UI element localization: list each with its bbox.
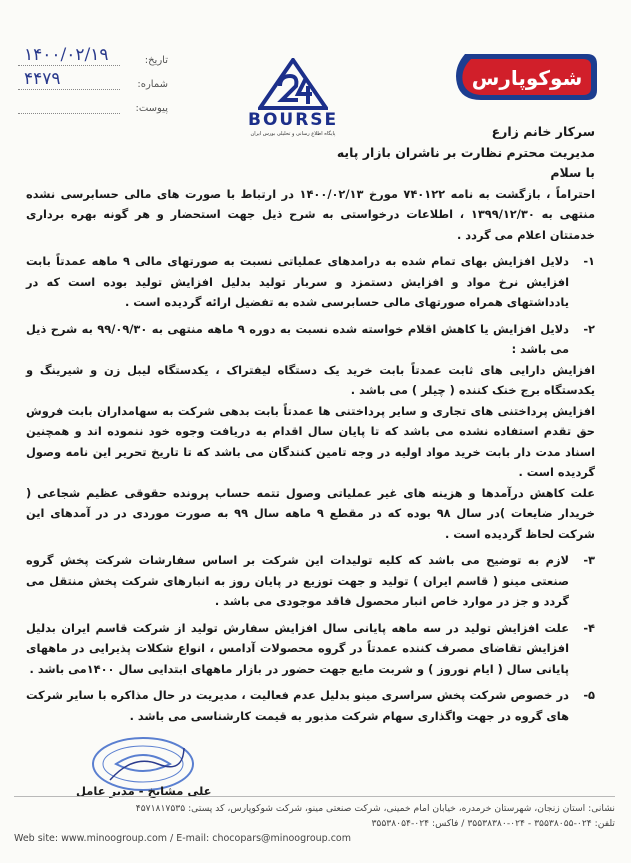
letter-footer	[14, 796, 615, 846]
list-item	[26, 618, 595, 680]
attachment-row	[18, 90, 168, 114]
footer-phones: تلفن: ۰۲۴-۳۵۵۳۸۰۵۵ - ۰۲۴-۳۵۵۳۸۳۸۰ / فاکس: ۰۲۴-۳۵۵۳۸۰۵۴	[371, 818, 615, 829]
chocopars-logo	[451, 46, 601, 106]
bourse-name: BOURSE	[248, 110, 339, 130]
item-number: ۳-	[583, 553, 595, 567]
bourse-subtitle: پایگاه اطلاع رسانی و تحلیلی بورس ایران	[250, 131, 336, 137]
item-text: دلایل افزایش بهای تمام شده به درامدهای عملیاتی نسبت به صورتهای مالی ۹ ماهه عمدتاً بابت افزایش نرخ مواد و افزایش دستمزد و سربار تولید بدلیل افزایش تولید بوده است که در یادداشتهای همراه صورتهای مالی حسابرسی شده به تفضیل ارائه گردیده است .	[26, 254, 569, 309]
item-text: در خصوص شرکت پخش سراسری مینو بدلیل عدم فعالیت ، مدیریت در حال مذاکره با سایر شرکت های گروه در جهت واگذاری سهام شرکت مذبور به قیمت کارشناسی می باشد .	[26, 688, 569, 723]
item-number: ۱-	[583, 254, 595, 268]
list-item	[26, 319, 595, 360]
item-text: علت افزایش تولید در سه ماهه پایانی سال افزایش سفارش تولید از شرکت قاسم ایران بدلیل افزایش تقاضای مصرف کننده عمدتاً در گروه محصولات آدامس ، انواع شکلات پذیرایی در ماههای پایانی سال ( ایام نوروز ) و شربت مایع جهت حضور در بازار ماههای ابتدایی سال ۱۴۰۰می باشد .	[26, 620, 569, 676]
item-text: لازم به توضیح می باشد که کلیه تولیدات این شرکت بر اساس سفارشات شرکت پخش گروه صنعتی مینو ( قاسم ایران ) تولید و جهت توزیع در پایان روز به انبارهای شرکت پخش منتقل می گردد و جز در موارد خاص انبار محصول فاقد موجودی می باشد .	[26, 553, 569, 608]
recipient-department: مدیریت محترم نظارت بر ناشران بازار پایه	[336, 144, 595, 160]
attachment-value	[18, 93, 120, 114]
footer-address: نشانی: استان زنجان، شهرستان خرمدره، خیابان امام خمینی، شرکت صنعتی مینو، شرکت شوکوپارس، کد پستی: ۴۵۷۱۸۱۷۵۳۵	[135, 803, 615, 814]
recipient-name: سرکار خانم زارع	[491, 124, 595, 139]
brand-logo-text: شوکوپارس	[471, 66, 583, 90]
sub-item: افزایش دارایی های ثابت عمدتاً بابت خرید یک دستگاه لیفتراک ، یکدستگاه لیبل زن و شیرینگ و یکدستگاه برج خنک کننده ( چیلر ) می باشد .	[26, 362, 595, 397]
footer-web: Web site: www.minoogroup.com / E-mail: chocopars@minoogroup.com	[14, 833, 351, 844]
item-text: دلایل افزایش یا کاهش اقلام خواسته شده نسبت به دوره ۹ ماهه منتهی به ۹۹/۰۹/۳۰ به شرح ذیل می باشد :	[26, 321, 569, 356]
greeting: با سلام	[550, 165, 595, 180]
date-value: ۱۴۰۰/۰۲/۱۹	[18, 45, 120, 66]
number-value: ۴۴۷۹	[18, 69, 120, 90]
number-label: شماره:	[137, 79, 168, 90]
item-number: ۲-	[583, 321, 595, 336]
list-item	[26, 550, 595, 612]
bourse-emblem-icon	[258, 58, 328, 110]
sub-item: علت کاهش درآمدها و هزینه های غیر عملیاتی وصول تتمه حساب پرونده حقوقی عظیم شجاعی ( خریدار ضایعات )در سال ۹۸ بوده که در مقطع ۹ ماهه سال ۹۹ به صورت موردی در در آمدهای این شرکت لحاظ گردیده است .	[26, 485, 595, 541]
number-row	[18, 66, 168, 90]
date-label: تاریخ:	[144, 55, 168, 66]
date-row	[18, 42, 168, 66]
list-item	[26, 251, 595, 313]
attachment-label: پیوست:	[135, 103, 168, 114]
sub-item: افزایش پرداختنی های تجاری و سایر پرداختنی ها عمدتاً بابت بدهی شرکت به سهامداران بابت فروش حق تقدم استفاده نشده می باشد که تا پایان سال اقدام به دریافت وجوه خود ننموده اند و همچنین اسناد مدت دار بابت خرید مواد اولیه در وجه تامین کنندگان می باشد که تا تاریخ تحریر این نامه وصول گردیده است .	[26, 403, 595, 479]
letter-body	[26, 122, 595, 726]
list-item	[26, 685, 595, 726]
intro-paragraph: احتراماً ، بازگشت به نامه ۷۴۰۱۲۲ مورخ ۱۴۰۰/۰۲/۱۳ در ارتباط با صورت های مالی حسابرسی نشده منتهی به ۱۳۹۹/۱۲/۳۰ ، اطلاعات درخواستی به شرح ذیل جهت استحضار و هر گونه بهره برداری خدمتتان اعلام می گردد .	[26, 186, 595, 242]
item-number: ۵-	[583, 688, 595, 702]
signatory-name: علی مشایخ - مدیر عامل	[76, 784, 212, 798]
item-number: ۴-	[583, 620, 595, 635]
letter-meta	[18, 42, 168, 114]
